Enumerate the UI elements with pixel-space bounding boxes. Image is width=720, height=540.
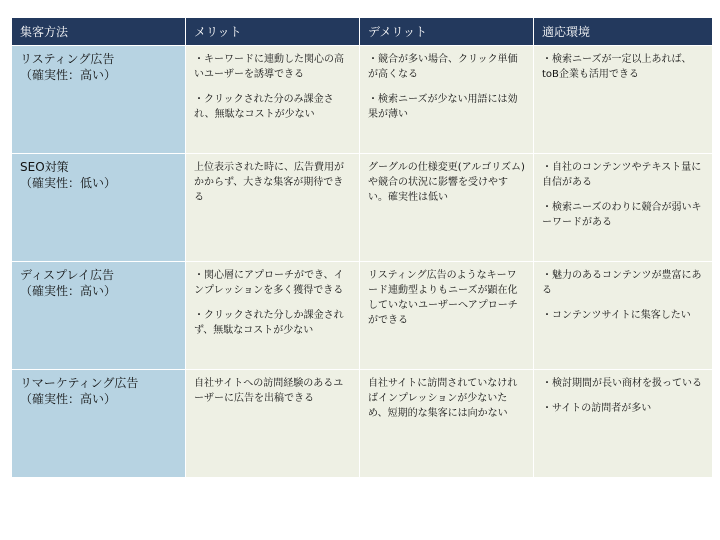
demerit-text: ・検索ニーズが少ない用語には効果が薄い <box>368 94 518 120</box>
table-row <box>12 154 713 262</box>
method-name: SEO対策 <box>20 160 69 174</box>
table-header-row <box>12 18 713 46</box>
environment-cell <box>534 154 713 262</box>
method-certainty: （確実性：高い） <box>20 68 117 82</box>
environment-text: ・コンテンツサイトに集客したい <box>542 310 691 321</box>
method-name: リスティング広告 <box>20 52 115 66</box>
header-demerit: デメリット <box>360 18 534 46</box>
header-environment: 適応環境 <box>534 18 713 46</box>
method-certainty: （確実性：高い） <box>20 392 117 406</box>
environment-text: ・検討期間が長い商材を扱っている <box>542 378 702 389</box>
merit-cell <box>186 370 360 478</box>
environment-text: ・サイトの訪問者が多い <box>542 403 652 414</box>
method-name: リマーケティング広告 <box>20 376 139 390</box>
demerit-text: グーグルの仕様変更(アルゴリズム)や競合の状況に影響を受けやすい。確実性は低い <box>368 162 525 203</box>
merit-text: ・クリックされた分しか課金されず、無駄なコストが少ない <box>194 310 344 336</box>
method-certainty: （確実性：高い） <box>20 284 117 298</box>
header-merit: メリット <box>186 18 360 46</box>
merit-text: 上位表示された時に、広告費用がかからず、大きな集客が期待できる <box>194 162 344 203</box>
environment-cell <box>534 370 713 478</box>
method-certainty: （確実性：低い） <box>20 176 117 190</box>
table-row <box>12 262 713 370</box>
demerit-cell <box>360 370 534 478</box>
merit-text: ・クリックされた分のみ課金され、無駄なコストが少ない <box>194 94 334 120</box>
environment-text: ・魅力のあるコンテンツが豊富にある <box>542 270 702 296</box>
method-name: ディスプレイ広告 <box>20 268 114 282</box>
demerit-text: リスティング広告のようなキーワード連動型よりもニーズが顕在化していないユーザーへアプローチができる <box>368 270 518 326</box>
method-cell <box>12 262 186 370</box>
method-cell <box>12 46 186 154</box>
method-cell <box>12 154 186 262</box>
environment-cell <box>534 262 713 370</box>
merit-text: ・関心層にアプローチができ、インプレッションを多く獲得できる <box>194 270 344 296</box>
environment-cell <box>534 46 713 154</box>
environment-text: ・検索ニーズのわりに競合が弱いキーワードがある <box>542 202 702 228</box>
environment-text: ・検索ニーズが一定以上あれば、toB企業も活用できる <box>542 54 692 80</box>
demerit-cell <box>360 262 534 370</box>
method-cell <box>12 370 186 478</box>
table-row <box>12 46 713 154</box>
demerit-cell <box>360 154 534 262</box>
merit-text: ・キーワードに連動した関心の高いユーザーを誘導できる <box>194 54 344 80</box>
merit-cell <box>186 262 360 370</box>
table-row <box>12 370 713 478</box>
comparison-table <box>11 17 713 478</box>
demerit-text: ・競合が多い場合、クリック単価が高くなる <box>368 54 518 80</box>
demerit-cell <box>360 46 534 154</box>
demerit-text: 自社サイトに訪問されていなければインプレッションが少ないため、短期的な集客には向かない <box>368 378 518 419</box>
environment-text: ・自社のコンテンツやテキスト量に自信がある <box>542 162 702 188</box>
merit-cell <box>186 46 360 154</box>
header-method: 集客方法 <box>12 18 186 46</box>
merit-text: 自社サイトへの訪問経験のあるユーザーに広告を出稿できる <box>194 378 344 404</box>
merit-cell <box>186 154 360 262</box>
